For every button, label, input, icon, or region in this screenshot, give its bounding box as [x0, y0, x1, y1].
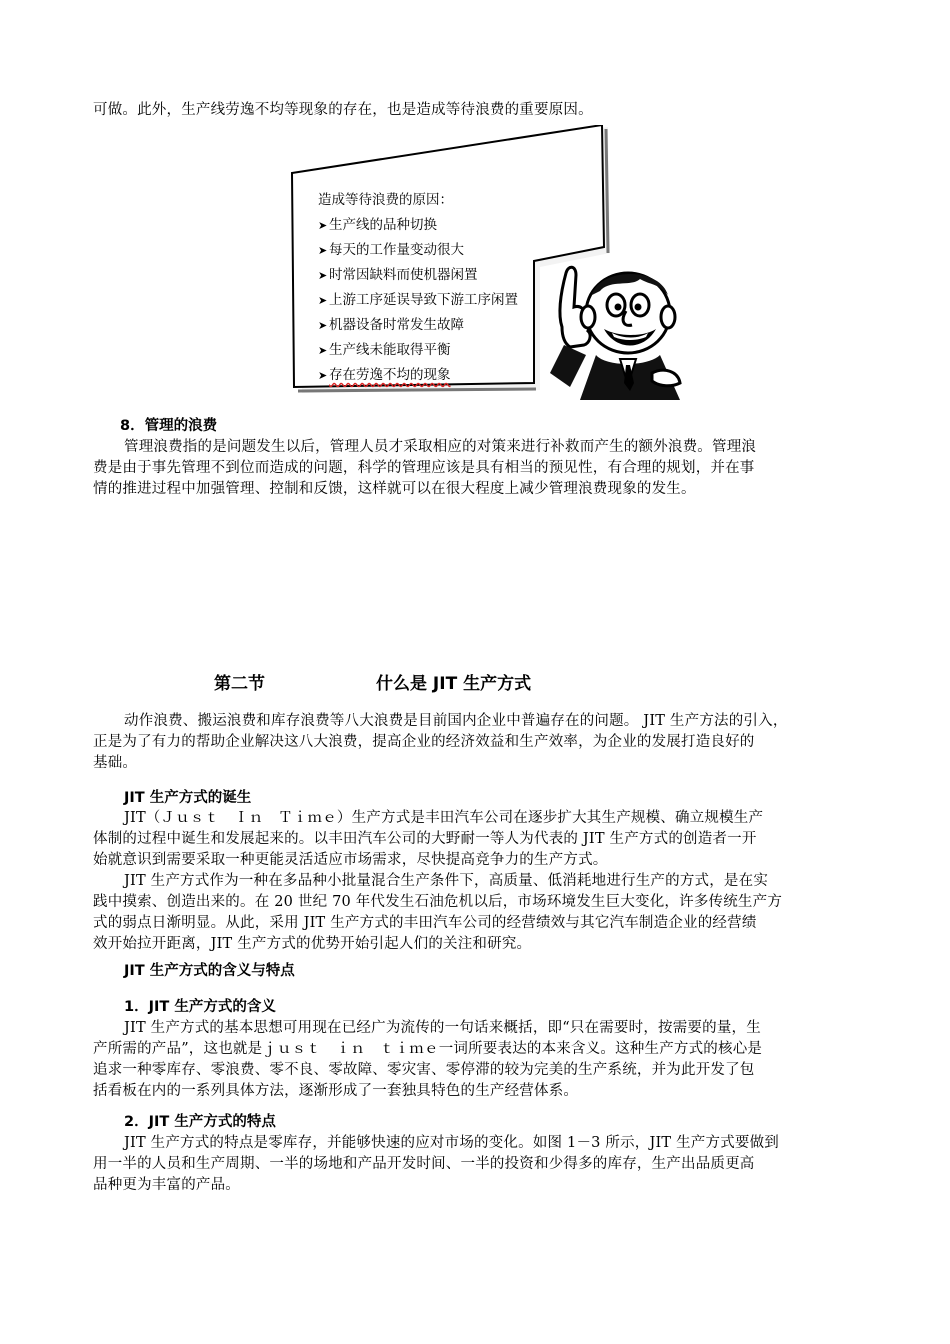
birth-line: 始就意识到需要采取一种更能灵活适应市场需求，尽快提高竞争力的生产方式。	[93, 852, 608, 868]
section-intro-line: 正是为了有力的帮助企业解决这八大浪费，提高企业的经济效益和生产效率，为企业的发展打造良好的	[93, 734, 755, 750]
reason-item: ➤ 上游工序延误导致下游工序闲置	[318, 288, 518, 313]
birth-line: JIT 生产方式作为一种在多品种小批量混合生产条件下，高质量、低消耗地进行生产的方式，是在实	[124, 873, 769, 889]
reasons-title: 造成等待浪费的原因：	[318, 192, 453, 208]
features-line: JIT 生产方式的特点是零库存，并能够快速的应对市场的变化。如图 1－3 所示，JIT 生产方式要做到	[124, 1135, 780, 1151]
arrow-bullet-icon: ➤	[318, 269, 328, 282]
section-number: 第二节	[214, 674, 265, 694]
meaning-line: 产所需的产品”，这也就是ｊｕｓｔ ｉｎ ｔｉｍｅ一词所要表达的本来含义。这种生产方式的核心是	[93, 1041, 763, 1057]
meaning-line: JIT 生产方式的基本思想可用现在已经广为流传的一句话来概括，即“只在需要时，按需要的量，生	[124, 1020, 761, 1036]
birth-heading: JIT 生产方式的诞生	[124, 790, 252, 806]
meaning-line: 括看板在内的一系列具体方法，逐渐形成了一套独具特色的生产经营体系。	[93, 1083, 579, 1099]
features-heading: 2．JIT 生产方式的特点	[124, 1114, 276, 1130]
section-title: 什么是 JIT 生产方式	[376, 674, 532, 694]
reason-item: ➤ 时常因缺料而使机器闲置	[318, 263, 518, 288]
waste8-heading: 8．管理的浪费	[120, 418, 218, 434]
features-line: 品种更为丰富的产品。	[93, 1177, 240, 1193]
reason-item: ➤ 机器设备时常发生故障	[318, 313, 518, 338]
reason-item: ➤ 每天的工作量变动很大	[318, 238, 518, 263]
arrow-bullet-icon: ➤	[318, 369, 328, 382]
meaning-line: 追求一种零库存、零浪费、零不良、零故障、零灾害、零停滞的较为完美的生产系统，并为此开发了包	[93, 1062, 755, 1078]
arrow-bullet-icon: ➤	[318, 319, 328, 332]
meaning-heading: 1．JIT 生产方式的含义	[124, 999, 276, 1015]
features-line: 用一半的人员和生产周期、一半的场地和产品开发时间、一半的投资和少得多的库存，生产出品质更高	[93, 1156, 755, 1172]
meaning-features-heading: JIT 生产方式的含义与特点	[124, 963, 295, 979]
birth-line: JIT（Ｊｕｓｔ Ｉｎ Ｔｉｍｅ）生产方式是丰田汽车公司在逐步扩大其生产规模、确立规模生产	[124, 810, 764, 826]
reason-item: ➤ 生产线的品种切换	[318, 213, 518, 238]
reasons-list	[318, 188, 518, 388]
birth-line: 践中摸索、创造出来的。在 20 世纪 70 年代发生石油危机以后，市场环境发生巨大变化，许多传统生产方	[93, 894, 783, 910]
section-intro-line: 动作浪费、搬运浪费和库存浪费等八大浪费是目前国内企业中普遍存在的问题。 JIT 生产方法的引入，	[124, 713, 788, 729]
arrow-bullet-icon: ➤	[318, 244, 328, 257]
intro-line: 可做。此外，生产线劳逸不均等现象的存在，也是造成等待浪费的重要原因。	[93, 102, 593, 118]
cartoon-man-icon	[540, 255, 690, 400]
arrow-bullet-icon: ➤	[318, 294, 328, 307]
waste8-line: 管理浪费指的是问题发生以后，管理人员才采取相应的对策来进行补救而产生的额外浪费。管理浪	[124, 439, 757, 455]
birth-line: 式的弱点日渐明显。从此，采用 JIT 生产方式的丰田汽车公司的经营绩效与其它汽车制造企业的经营绩	[93, 915, 757, 931]
waste8-line: 费是由于事先管理不到位而造成的问题，科学的管理应该是具有相当的预见性，有合理的规划，并在事	[93, 460, 755, 476]
birth-line: 体制的过程中诞生和发展起来的。以丰田汽车公司的大野耐一等人为代表的 JIT 生产方式的创造者一开	[93, 831, 757, 847]
section-intro-line: 基础。	[93, 755, 138, 771]
reason-item: ➤ 存在劳逸不均的现象	[318, 363, 518, 388]
waiting-waste-figure	[290, 125, 690, 400]
waste8-line: 情的推进过程中加强管理、控制和反馈，这样就可以在很大程度上减少管理浪费现象的发生。	[93, 481, 696, 497]
reason-item: ➤ 生产线未能取得平衡	[318, 338, 518, 363]
arrow-bullet-icon: ➤	[318, 344, 328, 357]
birth-line: 效开始拉开距离，JIT 生产方式的优势开始引起人们的关注和研究。	[93, 936, 532, 952]
arrow-bullet-icon: ➤	[318, 219, 328, 232]
